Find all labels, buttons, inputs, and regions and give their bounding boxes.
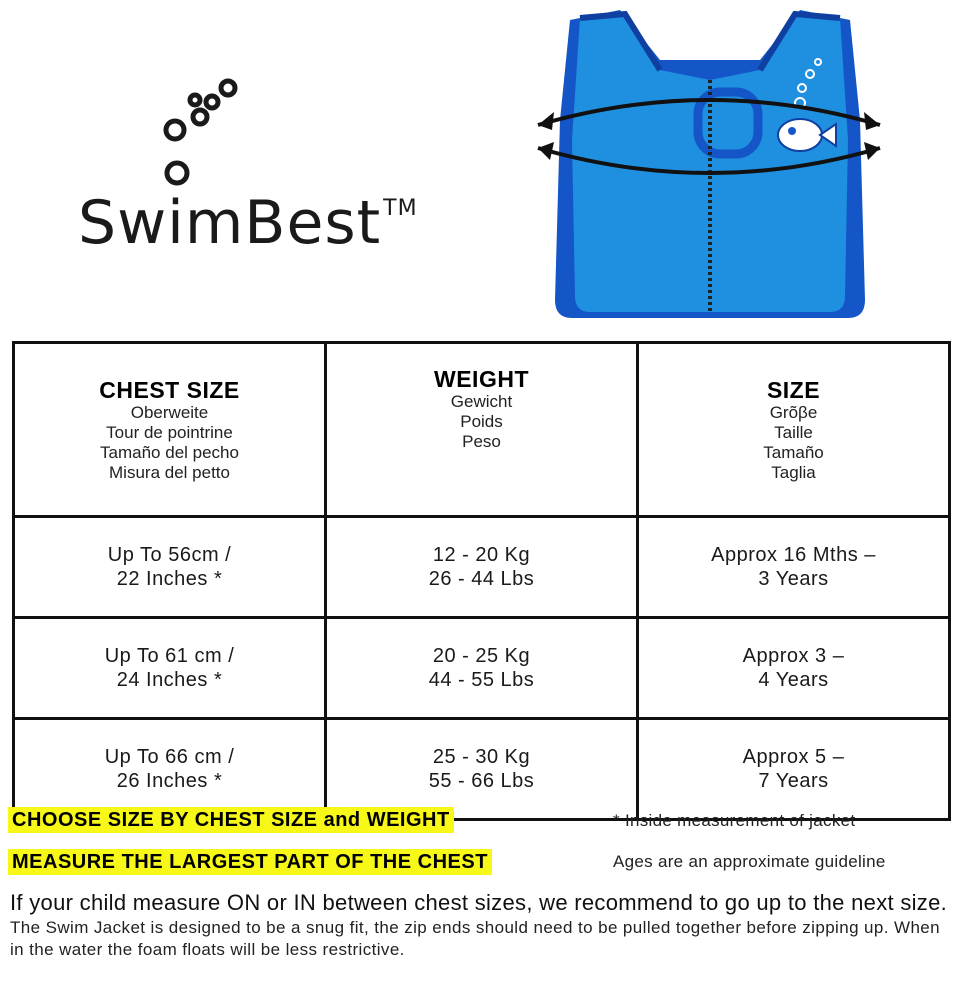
table-header-row: [14, 343, 950, 517]
header-weight: WEIGHT Gewicht Poids Peso: [326, 343, 638, 517]
sizing-advice-body: The Swim Jacket is designed to be a snug fit, the zip ends should need to be pulled together before zipping up. When in the water the foam floats will be less restrictive.: [10, 918, 941, 959]
choose-size-highlight: CHOOSE SIZE BY CHEST SIZE and WEIGHT: [8, 807, 454, 833]
ages-guideline-note: Ages are an approximate guideline: [613, 852, 886, 871]
size-chart-table: [12, 341, 951, 821]
size-cell: Approx 16 Mths – 3 Years: [638, 517, 950, 618]
sizing-advice-lead: If your child measure ON or IN between chest sizes, we recommend to go up to the next size.: [10, 890, 948, 915]
chest-cell: Up To 61 cm / 24 Inches *: [14, 618, 326, 719]
measure-chest-highlight: MEASURE THE LARGEST PART OF THE CHEST: [8, 849, 492, 875]
chest-cell: Up To 56cm / 22 Inches *: [14, 517, 326, 618]
weight-cell: 25 - 30 Kg 55 - 66 Lbs: [326, 719, 638, 820]
size-cell: Approx 3 – 4 Years: [638, 618, 950, 719]
size-cell: Approx 5 – 7 Years: [638, 719, 950, 820]
chest-cell: Up To 66 cm / 26 Inches *: [14, 719, 326, 820]
table-row: [14, 618, 950, 719]
weight-cell: 20 - 25 Kg 44 - 55 Lbs: [326, 618, 638, 719]
table-row: [14, 517, 950, 618]
header-size: SIZE Grõβe Taille Tamaño Taglia: [638, 343, 950, 517]
swim-jacket-image: [530, 0, 890, 325]
header-chest-size: CHEST SIZE Oberweite Tour de pointrine Tamaño del pecho Misura del petto: [14, 343, 326, 517]
brand-name: SwimBest™: [78, 188, 418, 258]
weight-cell: 12 - 20 Kg 26 - 44 Lbs: [326, 517, 638, 618]
table-row: [14, 719, 950, 820]
sizing-advice-paragraph: [10, 889, 955, 961]
swimbest-logo: [70, 70, 430, 270]
inside-measurement-note: * Inside measurement of jacket: [613, 811, 856, 830]
